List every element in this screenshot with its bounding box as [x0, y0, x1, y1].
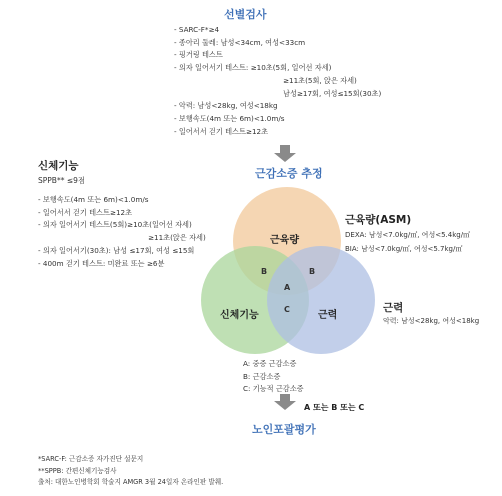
muscle-mass-bia: BIA: 남성<7.0kg/㎡, 여성<5.7kg/㎡	[345, 245, 463, 253]
assessment-title: 노인포괄평가	[252, 423, 316, 436]
venn-label-strength: 근력	[318, 310, 338, 321]
physical-function-criteria	[38, 194, 206, 270]
estimation-title: 근감소증 추정	[255, 167, 323, 180]
screening-criterion: - 핑거링 테스트	[174, 50, 223, 60]
screening-criterion: - SARC-F*≥4	[174, 25, 220, 34]
venn-legend	[243, 358, 304, 396]
physical-function-criterion: - 일어서서 걷기 테스트≥12초	[38, 207, 133, 217]
screening-criterion: - 악력: 남성<28kg, 여성<18kg	[174, 101, 278, 111]
physical-function-criterion: - 의자 일어서기(30초): 남성 ≤17회, 여성 ≤15회	[38, 245, 195, 255]
legend-item: C: 기능적 근감소증	[243, 384, 304, 393]
result-condition: A 또는 B 또는 C	[304, 403, 365, 412]
screening-title: 선별검사	[224, 8, 267, 21]
screening-criterion: - 종아리 둘레: 남성<34cm, 여성<33cm	[174, 37, 306, 47]
venn-circle-strength	[267, 246, 375, 354]
physical-function-criterion: - 보행속도(4m 또는 6m)<1.0m/s	[38, 195, 149, 204]
down-arrow-icon	[274, 145, 296, 162]
physical-function-criterion: ≥11초(앉은 자세)	[148, 233, 206, 243]
physical-function-criterion: - 400m 걷기 테스트: 미완료 또는 ≥6분	[38, 258, 165, 268]
down-arrow-icon	[274, 394, 296, 410]
footnotes	[38, 454, 223, 489]
physical-function-title: 신체기능	[38, 160, 79, 172]
screening-criterion: 남성≥17회, 여성≤15회(30초)	[283, 88, 382, 98]
legend-item: B: 근감소증	[243, 371, 281, 381]
screening-criterion: ≥11초(5회, 앉은 자세)	[283, 75, 357, 85]
screening-criterion: - 의자 일어서기 테스트: ≥10초(5회, 일어선 자세)	[174, 63, 332, 73]
physical-function-criterion: - 의자 일어서기 테스트(5회)≥10초(일어선 자세)	[38, 220, 192, 230]
footnote: *SARC-F: 근감소증 자가진단 설문지	[38, 455, 144, 463]
venn-region-c: C	[284, 305, 290, 314]
muscle-mass-title: 근육량(ASM)	[345, 214, 412, 226]
footnote: 출처: 대한노인병학회 학술지 AMGR 3월 24일자 온라인판 발췌.	[38, 478, 224, 486]
footnote: **SPPB: 간편신체기능검사	[38, 466, 117, 475]
venn-region-b: B	[309, 267, 316, 276]
venn-region-a: A	[284, 283, 291, 292]
strength-detail: 악력: 남성<28kg, 여성<18kg	[383, 317, 480, 325]
venn-region-b: B	[261, 267, 268, 276]
sppb-criterion: SPPB** ≤9점	[38, 176, 86, 185]
strength-title: 근력	[383, 302, 404, 314]
venn-label-muscle-mass: 근육량	[270, 235, 299, 246]
legend-item: A: 중증 근감소증	[243, 359, 297, 368]
screening-criterion: - 일어서서 걷기 테스트≥12초	[174, 126, 269, 136]
venn-label-physical-function: 신체기능	[220, 310, 259, 321]
muscle-mass-dexa: DEXA: 남성<7.0kg/㎡, 여성<5.4kg/㎡	[345, 231, 471, 239]
screening-criterion: - 보행속도(4m 또는 6m)<1.0m/s	[174, 113, 285, 123]
